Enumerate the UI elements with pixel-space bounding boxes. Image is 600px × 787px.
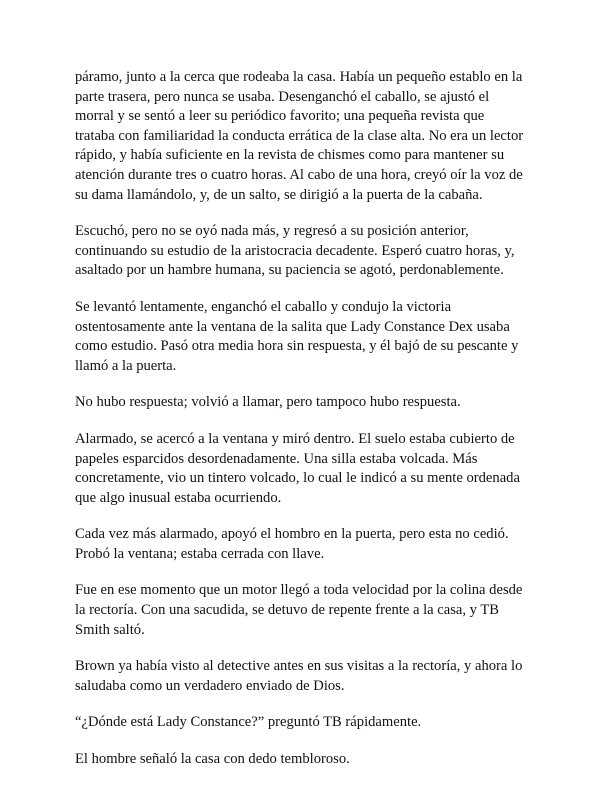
document-page [75, 68, 527, 787]
paragraph: El hombre señaló la casa con dedo tembloroso. [75, 751, 350, 768]
paragraph: Fue en ese momento que un motor llegó a toda velocidad por la colina desde la rectoría. Con una sacudida, se detuvo de repente frente a la casa, y TB Smith saltó. [75, 582, 523, 638]
paragraph: Cada vez más alarmado, apoyó el hombro en la puerta, pero esta no cedió. Probó la ventana; estaba cerrada con llave. [75, 526, 509, 562]
paragraph: Alarmado, se acercó a la ventana y miró dentro. El suelo estaba cubierto de papeles esparcidos desordenadamente. Una silla estaba volcada. Más concretamente, vio un tintero volcado, lo cual le indicó a su mente ordenada que algo inusual estaba ocurriendo. [75, 430, 520, 506]
paragraph: Brown ya había visto al detective antes en sus visitas a la rectoría, y ahora lo saludaba como un verdadero enviado de Dios. [75, 658, 523, 694]
paragraph: Se levantó lentamente, enganchó el caballo y condujo la victoria ostentosamente ante la ventana de la salita que Lady Constance Dex usaba como estudio. Pasó otra media hora sin respuesta, y él bajó de su pescante y llamó a la puerta. [75, 298, 519, 374]
paragraph: Escuchó, pero no se oyó nada más, y regresó a su posición anterior, continuando su estudio de la aristocracia decadente. Esperó cuatro horas, y, asaltado por un hambre humana, su paciencia se agotó, perdonablemente. [75, 223, 515, 279]
paragraph: “¿Dónde está Lady Constance?” preguntó TB rápidamente. [75, 714, 422, 731]
paragraph: No hubo respuesta; volvió a llamar, pero tampoco hubo respuesta. [75, 394, 461, 411]
paragraph: páramo, junto a la cerca que rodeaba la casa. Había un pequeño establo en la parte trasera, pero nunca se usaba. Desenganchó el caballo, se ajustó el morral y se sentó a leer su periódico favorito; una pequeña revista que trataba con familiaridad la conducta errática de la clase alta. No era un lector rápido, y había suficiente en la revista de chismes como para mantener su atención durante tres o cuatro horas. Al cabo de una hora, creyó oír la voz de su dama llamándolo, y, de un salto, se dirigió a la puerta de la cabaña. [75, 69, 524, 203]
